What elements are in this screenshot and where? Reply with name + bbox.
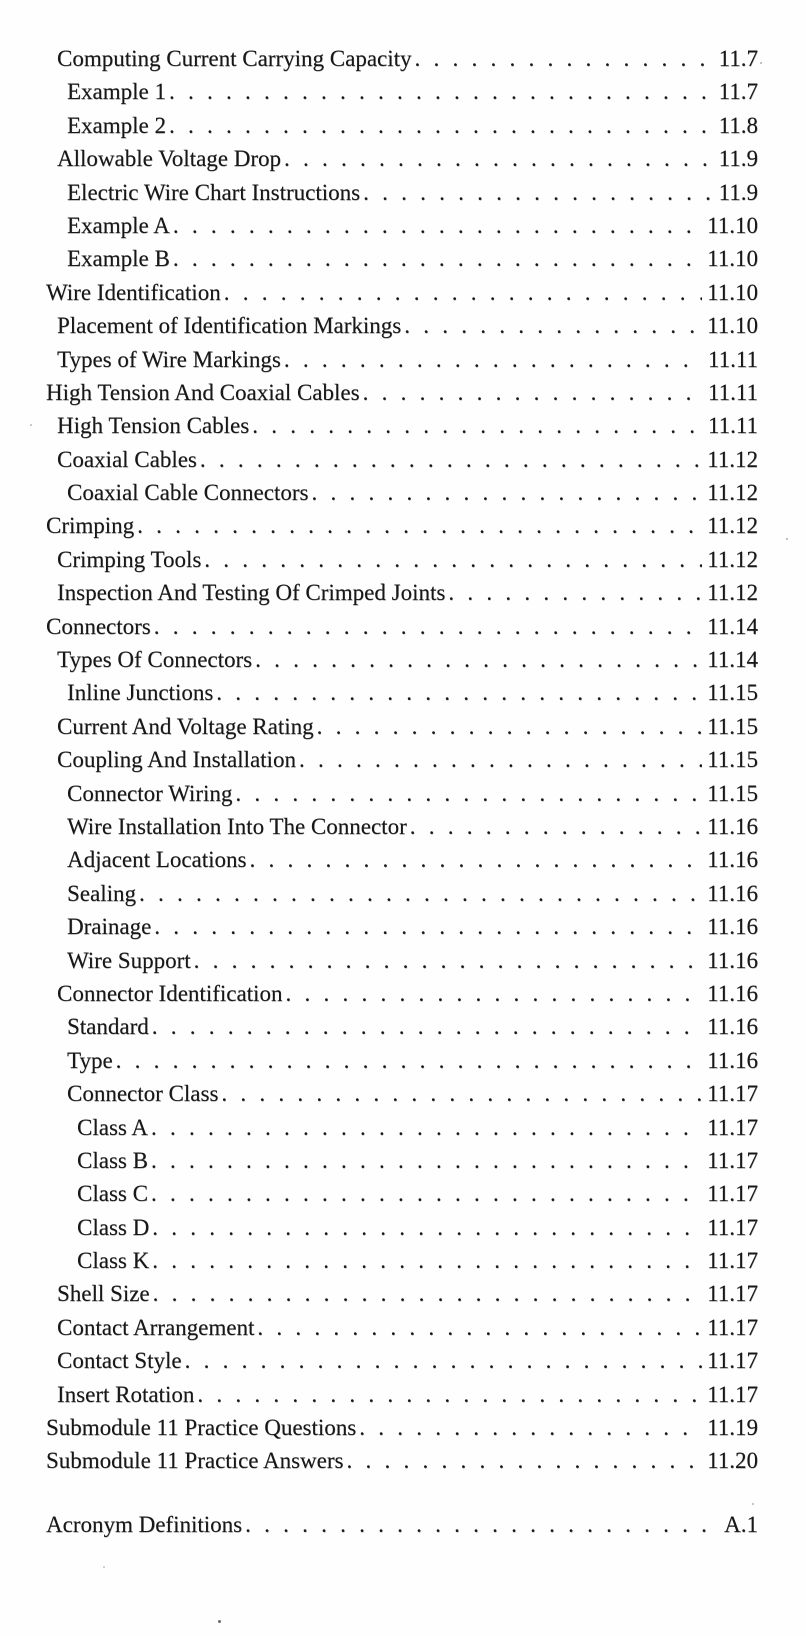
toc-entry-title: Placement of Identification Markings — [57, 313, 402, 339]
toc-entry-title: Class K — [77, 1248, 150, 1274]
dot-leader — [185, 1344, 703, 1377]
toc-entry-title: Connectors — [46, 613, 151, 639]
dot-leader — [153, 1277, 702, 1310]
toc-row — [46, 1277, 758, 1310]
toc-row — [46, 1044, 758, 1077]
toc-entry-title: Inline Junctions — [67, 680, 214, 706]
dot-leader — [204, 543, 702, 576]
toc-page-number: 11.10 — [707, 279, 758, 305]
toc-page-number: 11.10 — [707, 246, 758, 272]
dot-leader — [311, 476, 702, 509]
scan-speck — [786, 538, 788, 540]
toc-page-number: 11.16 — [707, 813, 758, 839]
dot-leader — [137, 509, 702, 542]
toc-page-number: 11.15 — [707, 747, 758, 773]
toc-row — [46, 75, 758, 108]
toc-entry-title: Example A — [67, 212, 170, 238]
dot-leader — [448, 576, 702, 609]
toc-entry-title: Wire Identification — [46, 279, 221, 305]
toc-entry-title: Class A — [77, 1114, 148, 1140]
toc-row — [46, 843, 758, 876]
dot-leader — [299, 743, 702, 776]
toc-row — [46, 576, 758, 609]
toc-page-number: 11.17 — [707, 1248, 758, 1274]
toc-page-number: 11.7 — [718, 79, 758, 105]
dot-leader — [154, 910, 702, 943]
toc-page-number: 11.12 — [707, 546, 758, 572]
toc-page-number: 11.8 — [718, 112, 758, 138]
dot-leader — [235, 777, 702, 810]
toc-page-number: 11.16 — [707, 914, 758, 940]
scan-speck — [103, 1566, 105, 1568]
toc-entry-title: Contact Style — [57, 1348, 182, 1374]
toc-entry-title: Type — [67, 1047, 113, 1073]
toc-entry-title: Coaxial Cable Connectors — [67, 480, 309, 506]
toc-page-number: 11.14 — [707, 647, 758, 673]
toc-row — [46, 209, 758, 242]
toc-row — [46, 910, 758, 943]
dot-leader — [415, 42, 714, 75]
scan-speck — [760, 62, 762, 64]
toc-page-number: 11.12 — [707, 480, 758, 506]
toc-entry-title: Inspection And Testing Of Crimped Joints — [57, 580, 446, 606]
toc-row — [46, 109, 758, 142]
toc-row — [46, 1311, 758, 1344]
dot-leader — [216, 676, 702, 709]
toc-page-number: 11.17 — [707, 1214, 758, 1240]
toc-page-number: 11.11 — [707, 413, 758, 439]
toc-entry-title: Types of Wire Markings — [57, 346, 281, 372]
dot-leader — [139, 877, 702, 910]
toc-entry-title: Sealing — [67, 880, 136, 906]
toc-entry-title: Acronym Definitions — [46, 1511, 243, 1537]
toc-entry-title: Contact Arrangement — [57, 1314, 255, 1340]
dot-leader — [151, 1177, 702, 1210]
toc-row — [46, 1244, 758, 1277]
dot-leader — [152, 1244, 702, 1277]
toc-row — [46, 476, 758, 509]
dot-leader — [363, 376, 703, 409]
scan-speck — [218, 1620, 221, 1623]
toc-row — [46, 1111, 758, 1144]
scan-speck — [752, 1503, 754, 1505]
dot-leader — [249, 843, 702, 876]
toc-row — [46, 176, 758, 209]
scan-speck — [30, 424, 32, 426]
toc-row — [46, 977, 758, 1010]
dot-leader — [173, 242, 702, 275]
toc-entry-title: Class D — [77, 1214, 150, 1240]
dot-leader — [154, 610, 702, 643]
toc-row — [46, 409, 758, 442]
toc-row — [46, 676, 758, 709]
dot-leader — [346, 1444, 702, 1477]
toc-entry-title: Allowable Voltage Drop — [57, 146, 282, 172]
toc-page-number: 11.11 — [707, 379, 758, 405]
toc-row — [46, 1010, 758, 1043]
toc-entry-title: Class B — [77, 1147, 148, 1173]
dot-leader — [221, 1077, 702, 1110]
toc-page-number: 11.16 — [707, 1047, 758, 1073]
toc-row — [46, 509, 758, 542]
dot-leader — [116, 1044, 702, 1077]
toc-page-number: 11.11 — [707, 346, 758, 372]
dot-leader — [224, 276, 702, 309]
toc-row — [46, 610, 758, 643]
toc-page-number: 11.10 — [707, 313, 758, 339]
toc-row — [46, 1411, 758, 1444]
toc-row — [46, 1344, 758, 1377]
toc-row — [46, 743, 758, 776]
dot-leader — [173, 209, 702, 242]
toc-row — [46, 1444, 758, 1477]
toc-entry-title: Coupling And Installation — [57, 747, 296, 773]
toc-page-number: 11.16 — [707, 880, 758, 906]
toc-entry-title: Crimping Tools — [57, 546, 202, 572]
dot-leader — [363, 176, 714, 209]
toc-page-number: 11.17 — [707, 1181, 758, 1207]
toc-row — [46, 877, 758, 910]
toc-row — [46, 276, 758, 309]
toc-entry-title: High Tension Cables — [57, 413, 250, 439]
toc-row — [46, 242, 758, 275]
dot-leader — [194, 944, 702, 977]
toc-entry-title: Types Of Connectors — [57, 647, 253, 673]
dot-leader — [151, 1111, 702, 1144]
toc-entry-title: Example B — [67, 246, 170, 272]
toc-page-number: 11.17 — [707, 1314, 758, 1340]
toc-page-number: 11.15 — [707, 680, 758, 706]
toc-page-number: 11.17 — [707, 1114, 758, 1140]
toc-page-number: 11.16 — [707, 847, 758, 873]
dot-leader — [152, 1211, 702, 1244]
dot-leader — [404, 309, 702, 342]
toc-page-number: 11.16 — [707, 1014, 758, 1040]
toc-entry-title: Adjacent Locations — [67, 847, 247, 873]
toc-page-number: 11.17 — [707, 1381, 758, 1407]
toc-page-number: 11.10 — [707, 212, 758, 238]
toc-entry-title: High Tension And Coaxial Cables — [46, 379, 360, 405]
toc-page-number: 11.12 — [707, 513, 758, 539]
dot-leader — [410, 810, 702, 843]
toc-entry-title: Submodule 11 Practice Answers — [46, 1448, 344, 1474]
toc-row — [46, 443, 758, 476]
toc-page-number: 11.14 — [707, 613, 758, 639]
toc-row — [46, 309, 758, 342]
dot-leader — [359, 1411, 702, 1444]
toc-entry-title: Class C — [77, 1181, 148, 1207]
dot-leader — [285, 977, 702, 1010]
toc-entry-title: Connector Class — [67, 1081, 219, 1107]
toc-entry-title: Computing Current Carrying Capacity — [57, 46, 412, 71]
toc-entry-title: Drainage — [67, 914, 152, 940]
toc-entry-title: Electric Wire Chart Instructions — [67, 179, 361, 205]
toc-row — [46, 710, 758, 743]
dot-leader — [284, 343, 703, 376]
toc-entry-title: Insert Rotation — [57, 1381, 195, 1407]
toc-page-number: 11.16 — [707, 947, 758, 973]
toc-page-number: 11.16 — [707, 980, 758, 1006]
toc-row — [46, 777, 758, 810]
table-of-contents — [0, 42, 806, 1541]
toc-row — [46, 376, 758, 409]
toc-page-number: 11.12 — [707, 580, 758, 606]
toc-page-number: 11.9 — [718, 146, 758, 172]
toc-entry-title: Current And Voltage Rating — [57, 713, 314, 739]
toc-entry-title: Example 2 — [67, 112, 166, 138]
toc-entry-title: Submodule 11 Practice Questions — [46, 1415, 357, 1441]
toc-page-number: 11.9 — [718, 179, 758, 205]
toc-page-number: 11.17 — [707, 1348, 758, 1374]
toc-entry-title: Wire Installation Into The Connector — [67, 813, 407, 839]
dot-leader — [151, 1144, 702, 1177]
toc-row — [46, 142, 758, 175]
dot-leader — [284, 142, 714, 175]
toc-row — [46, 810, 758, 843]
dot-leader — [197, 1378, 702, 1411]
toc-row — [46, 343, 758, 376]
toc-entry-title: Coaxial Cables — [57, 446, 197, 472]
toc-row — [46, 1378, 758, 1411]
toc-entry-title: Wire Support — [67, 947, 191, 973]
dot-leader — [255, 643, 702, 676]
dot-leader — [317, 710, 702, 743]
toc-row — [46, 1177, 758, 1210]
toc-entry-title: Connector Wiring — [67, 780, 233, 806]
toc-row — [46, 1144, 758, 1177]
dot-leader — [252, 409, 703, 442]
toc-page-number: 11.15 — [707, 713, 758, 739]
toc-page-number: A.1 — [724, 1511, 758, 1537]
toc-row — [46, 1211, 758, 1244]
toc-row — [46, 643, 758, 676]
toc-entry-title: Crimping — [46, 513, 135, 539]
dot-leader — [152, 1010, 702, 1043]
toc-entry-title: Example 1 — [67, 79, 166, 105]
toc-page-number: 11.20 — [707, 1448, 758, 1474]
toc-page-number: 11.15 — [707, 780, 758, 806]
toc-page-number: 11.17 — [707, 1081, 758, 1107]
toc-page-number: 11.7 — [718, 46, 758, 71]
toc-page-number: 11.17 — [707, 1281, 758, 1307]
toc-row — [46, 1508, 758, 1541]
dot-leader — [169, 75, 714, 108]
toc-row — [46, 944, 758, 977]
dot-leader — [200, 443, 702, 476]
toc-page-number: 11.17 — [707, 1147, 758, 1173]
toc-entry-title: Shell Size — [57, 1281, 150, 1307]
toc-page-number: 11.12 — [707, 446, 758, 472]
toc-entry-title: Connector Identification — [57, 980, 283, 1006]
dot-leader — [169, 109, 714, 142]
dot-leader — [245, 1508, 719, 1541]
toc-row — [46, 42, 758, 75]
toc-entry-title: Standard — [67, 1014, 149, 1040]
toc-row — [46, 543, 758, 576]
dot-leader — [257, 1311, 702, 1344]
toc-page-number: 11.19 — [707, 1415, 758, 1441]
toc-row — [46, 1077, 758, 1110]
